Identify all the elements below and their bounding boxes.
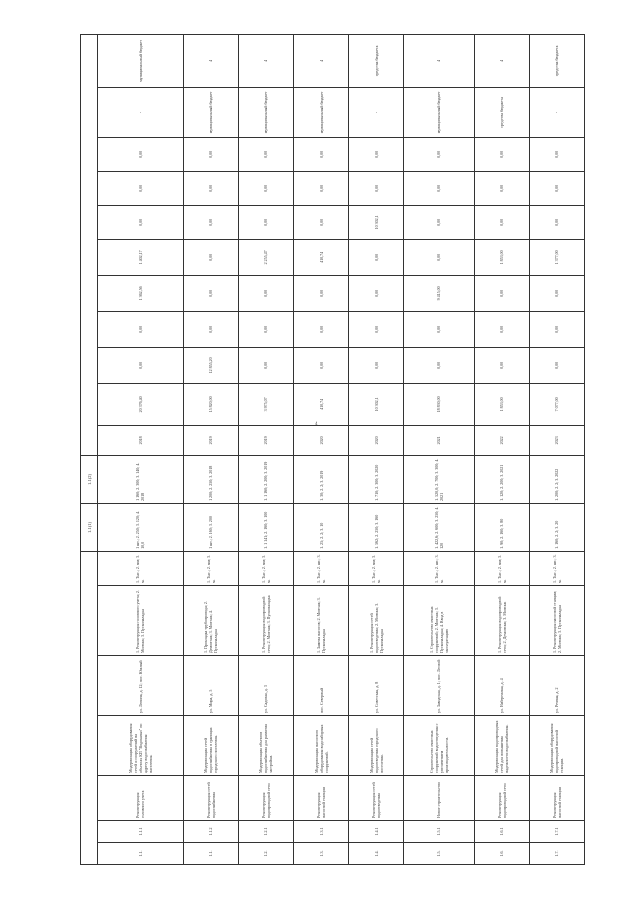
cell-qty-b: 1 160; 2. 300; 3. 140; 4. 2018 (98, 455, 184, 503)
cell-v5: 1 377,00 (529, 239, 584, 275)
cell-unit: 1. Тыс.; 2. шт.; 3. м. (404, 551, 474, 585)
cell-v5: 410,74 (294, 239, 349, 275)
cell-v2: 0,00 (349, 347, 404, 383)
cell-source: 4 (294, 34, 349, 87)
cell-code: 1.7.1 (529, 821, 584, 843)
cell-v4: 0,00 (238, 275, 293, 311)
cell-code: 1.6.1 (474, 821, 529, 843)
cell-v5: 1 853,00 (474, 239, 529, 275)
cell-year: 2018 (98, 425, 184, 455)
table-row (183, 34, 238, 864)
cell-v6: 0,00 (474, 205, 529, 239)
cell-v2: 0,00 (529, 347, 584, 383)
cell-code: 1.1.1 (98, 821, 184, 843)
cell-address: пос. Северный (294, 656, 349, 716)
cell-v7: 0,00 (98, 171, 184, 205)
cell-qty-a: 1. 422,6; 2. 600; 3. 250; 4. 120 (404, 503, 474, 551)
cell-code: 1.5.1 (404, 821, 474, 843)
cell-works: 1. Реконструкция водопроводной сети; 2. Монтаж; 3. Пусконаладка (238, 586, 293, 656)
cell-v4: 0,00 (183, 275, 238, 311)
cell-code: 1.2.1 (238, 821, 293, 843)
cell-qty-b: 1. 200; 2. 2; 3. 2022 (529, 455, 584, 503)
cell-v2: 0,00 (238, 347, 293, 383)
cell-v1: 20 376,40 (98, 383, 184, 425)
cell-v1: 10 302,1 (349, 383, 404, 425)
cell-v7: 0,00 (349, 171, 404, 205)
cell-unit: 1. Тыс.; 2. шт.; 3. м. (529, 551, 584, 585)
cell-v2: 0,00 (98, 347, 184, 383)
cell-note: средства бюджета (474, 87, 529, 137)
cell-address: ул. Мира, д. 5 (183, 656, 238, 716)
cell-title: Реконструкция насосной станции (294, 776, 349, 821)
cell-qty-b: 1. 520,0; 2. 700; 3. 300; 4. 2021 (404, 455, 474, 503)
cell-address: ул. Советская, д. 8 (349, 656, 404, 716)
cell-v3: 0,00 (474, 311, 529, 347)
table-row (529, 34, 584, 864)
cell-works: 1. Реконструкция насосной станции; 2. Монтаж; 3. Пусконаладка (529, 586, 584, 656)
cell-qty-a: 1. 562; 2. 250; 3. 160 (349, 503, 404, 551)
table-row (349, 34, 404, 864)
cell-v8: 0,00 (529, 137, 584, 171)
cell-v7: 0,00 (238, 171, 293, 205)
cell-works: 1. Прокладка трубопровода; 2. Демонтаж; 3. Монтаж; 4. Пусконаладка (183, 586, 238, 656)
cell-v7: 0,00 (404, 171, 474, 205)
cell-note: муниципальный бюджет (294, 87, 349, 137)
cell-qty-a: 1. 25; 2. 2; 3. 10 (294, 503, 349, 551)
cell-year: 2022 (474, 425, 529, 455)
cell-num: 1.2. (238, 843, 293, 865)
table-container (80, 35, 585, 865)
cell-qty-b: 1. 1 160; 2. 200; 3. 2019 (238, 455, 293, 503)
cell-v6: 0,00 (294, 205, 349, 239)
table-row (294, 34, 349, 864)
cell-source: 4 (474, 34, 529, 87)
cell-v3: 0,00 (183, 311, 238, 347)
cell-qty-a: 1 шт.; 2. 250; 3. 120; 4. 10,0 (98, 503, 184, 551)
cell-qty-b: 1. 710; 2. 300; 3. 2020 (349, 455, 404, 503)
cell-v5: 1 402,17 (98, 239, 184, 275)
cell-address: ул. Набережная, д. 4 (474, 656, 529, 716)
cell-qty-a: 1 шт.; 2. 160; 3. 200 (183, 503, 238, 551)
cell-year: 2020 (349, 425, 404, 455)
cell-code: 1.3.1 (294, 821, 349, 843)
cell-v4: 9 415,00 (404, 275, 474, 311)
header-row (81, 34, 98, 864)
page-number: 4 (315, 422, 318, 427)
cell-v6: 10 302,1 (349, 205, 404, 239)
cell-v5: 2 255,47 (238, 239, 293, 275)
cell-v2: 0,00 (474, 347, 529, 383)
cell-year: 2019 (183, 425, 238, 455)
cell-code: 1.1.2 (183, 821, 238, 843)
cell-code: 1.4.1 (349, 821, 404, 843)
cell-v1: 3 975,07 (238, 383, 293, 425)
cell-title: Реконструкция сетей водоотведения (349, 776, 404, 821)
table-row (474, 34, 529, 864)
cell-v8: 0,00 (183, 137, 238, 171)
cell-object-desc: Модернизация водопроводных сетей для повышения надежности водоснабжения. (474, 716, 529, 776)
cell-address: ул. Садовая, д. 3 (238, 656, 293, 716)
cell-object-desc: Модернизация сетей водоснабжения в границах городского поселения. (183, 716, 238, 776)
cell-note: муниципальный бюджет (183, 87, 238, 137)
cell-source: средства бюджета (529, 34, 584, 87)
cell-unit: 1. Тыс.; 2. мм; 3. м. (183, 551, 238, 585)
cell-v6: 0,00 (98, 205, 184, 239)
cell-v2: 0,00 (404, 347, 474, 383)
cell-v1: 18 830,00 (404, 383, 474, 425)
cell-v2: 0,00 (294, 347, 349, 383)
cell-address: ул. Ленина, д. 12; пос. Южный (98, 656, 184, 716)
cell-qty-b: 1. 30; 2. 2; 3. 2019 (294, 455, 349, 503)
cell-v6: 0,00 (238, 205, 293, 239)
cell-title: Реконструкция водопроводной сети (474, 776, 529, 821)
cell-object-desc: Модернизация оборудования сетей и сооружений на объектах КП "Водоканал" по адресу водоснабжения населения. (98, 716, 184, 776)
cell-v1: 1 853,00 (474, 383, 529, 425)
cell-v8: 0,00 (238, 137, 293, 171)
cell-v5: 0,00 (349, 239, 404, 275)
cell-object-desc: Модернизация сетей водоотведения городского поселения. (349, 716, 404, 776)
cell-year: 2019 (238, 425, 293, 455)
cell-v3: 0,00 (238, 311, 293, 347)
cell-works: 1. Строительство очистных сооружений; 2. Монтаж; 3. Пусконаладка; 4. Ввод в эксплуатацию (404, 586, 474, 656)
cell-works: 1. Реконструкция головного учета; 2. Монтаж; 3. Пусконаладка (98, 586, 184, 656)
header-cell-b: 1.1(2) (81, 455, 98, 503)
cell-num: 1.1. (98, 843, 184, 865)
cell-v3: 0,00 (529, 311, 584, 347)
cell-unit: 1. Тыс.; 2. мм; 3. м. (474, 551, 529, 585)
cell-v7: 0,00 (294, 171, 349, 205)
cell-title: Реконструкция насосной станции (529, 776, 584, 821)
cell-v8: 0,00 (349, 137, 404, 171)
cell-v4: 0,00 (349, 275, 404, 311)
cell-v1: 410,74 (294, 383, 349, 425)
cell-num: 1.5. (404, 843, 474, 865)
cell-num: 1.1. (183, 843, 238, 865)
cell-qty-a: 1. 90; 2. 160; 3. 80 (474, 503, 529, 551)
cell-num: 1.6. (474, 843, 529, 865)
cell-v3: 0,00 (294, 311, 349, 347)
cell-source: 4 (238, 34, 293, 87)
cell-v1: 15 820,00 (183, 383, 238, 425)
cell-object-desc: Строительство очистных сооружений водоотведения с увеличением производительности. (404, 716, 474, 776)
cell-works: 1. Замена насосов; 2. Монтаж; 3. Пусконаладка (294, 586, 349, 656)
cell-source: муниципальный бюджет (98, 34, 184, 87)
cell-note: - (529, 87, 584, 137)
cell-qty-a: 1. 1 141; 2. 160; 3. 100 (238, 503, 293, 551)
cell-note: - (349, 87, 404, 137)
cell-title: Реконструкция головного учета (98, 776, 184, 821)
table-row (238, 34, 293, 864)
cell-object-desc: Модернизация объектов водоснабжения для развития застройки. (238, 716, 293, 776)
cell-v4: 0,00 (529, 275, 584, 311)
cell-unit: 1. Тыс.; 2. шт.; 3. м. (294, 551, 349, 585)
cell-unit: 1. Тыс.; 2. мм; 3. м. (238, 551, 293, 585)
cell-v6: 0,00 (183, 205, 238, 239)
data-table (80, 34, 585, 865)
cell-v3: 0,00 (349, 311, 404, 347)
cell-num: 1.4. (349, 843, 404, 865)
cell-v1: 7 077,00 (529, 383, 584, 425)
cell-title: Новое строительство (404, 776, 474, 821)
cell-qty-b: 1 200; 2. 250; 3. 2018 (183, 455, 238, 503)
cell-note: муниципальный бюджет (238, 87, 293, 137)
cell-year: 2020 (294, 425, 349, 455)
cell-v4: 0,00 (294, 275, 349, 311)
cell-year: 2021 (404, 425, 474, 455)
table-row (404, 34, 474, 864)
cell-v5: 0,00 (183, 239, 238, 275)
cell-object-desc: Модернизация оборудования водопроводной насосной станции. (529, 716, 584, 776)
cell-v4: 0,00 (474, 275, 529, 311)
cell-source: 4 (404, 34, 474, 87)
cell-source: 4 (183, 34, 238, 87)
cell-v5: 0,00 (404, 239, 474, 275)
cell-v7: 0,00 (183, 171, 238, 205)
cell-note: - (98, 87, 184, 137)
cell-v2: 12 855,20 (183, 347, 238, 383)
cell-address: ул. Речная, д. 2 (529, 656, 584, 716)
cell-address: ул. Заводская, д. 1; пос. Лесной (404, 656, 474, 716)
cell-unit: 1. Тыс.; 2. мм; 3. м. (349, 551, 404, 585)
cell-v8: 0,00 (474, 137, 529, 171)
cell-v8: 0,00 (404, 137, 474, 171)
cell-v3: 0,00 (404, 311, 474, 347)
cell-unit: 1. Тыс.; 2. мм; 3. м. (98, 551, 184, 585)
cell-v8: 0,00 (98, 137, 184, 171)
cell-v3: 0,00 (98, 311, 184, 347)
cell-num: 1.3. (294, 843, 349, 865)
cell-source: средства бюджета (349, 34, 404, 87)
cell-v8: 0,00 (294, 137, 349, 171)
cell-title: Реконструкция сетей водоснабжения (183, 776, 238, 821)
cell-note: муниципальный бюджет (404, 87, 474, 137)
cell-works: 1. Реконструкция водопроводной сети; 2. Демонтаж; 3. Монтаж (474, 586, 529, 656)
cell-v6: 0,00 (529, 205, 584, 239)
cell-qty-a: 1. 160; 2. 2; 3. 20 (529, 503, 584, 551)
cell-year: 2023 (529, 425, 584, 455)
table-row (98, 34, 184, 864)
cell-v4: 1 362,56 (98, 275, 184, 311)
cell-object-desc: Модернизация насосного оборудования водозаборных сооружений. (294, 716, 349, 776)
cell-v6: 0,00 (404, 205, 474, 239)
cell-works: 1. Реконструкция сетей водоотведения; 2. Монтаж; 3. Пусконаладка (349, 586, 404, 656)
cell-v7: 0,00 (474, 171, 529, 205)
cell-num: 1.7. (529, 843, 584, 865)
cell-title: Реконструкция водопроводной сети (238, 776, 293, 821)
header-cell-a: 1.1(1) (81, 503, 98, 551)
cell-v7: 0,00 (529, 171, 584, 205)
cell-qty-b: 1. 120; 2. 200; 3. 2021 (474, 455, 529, 503)
